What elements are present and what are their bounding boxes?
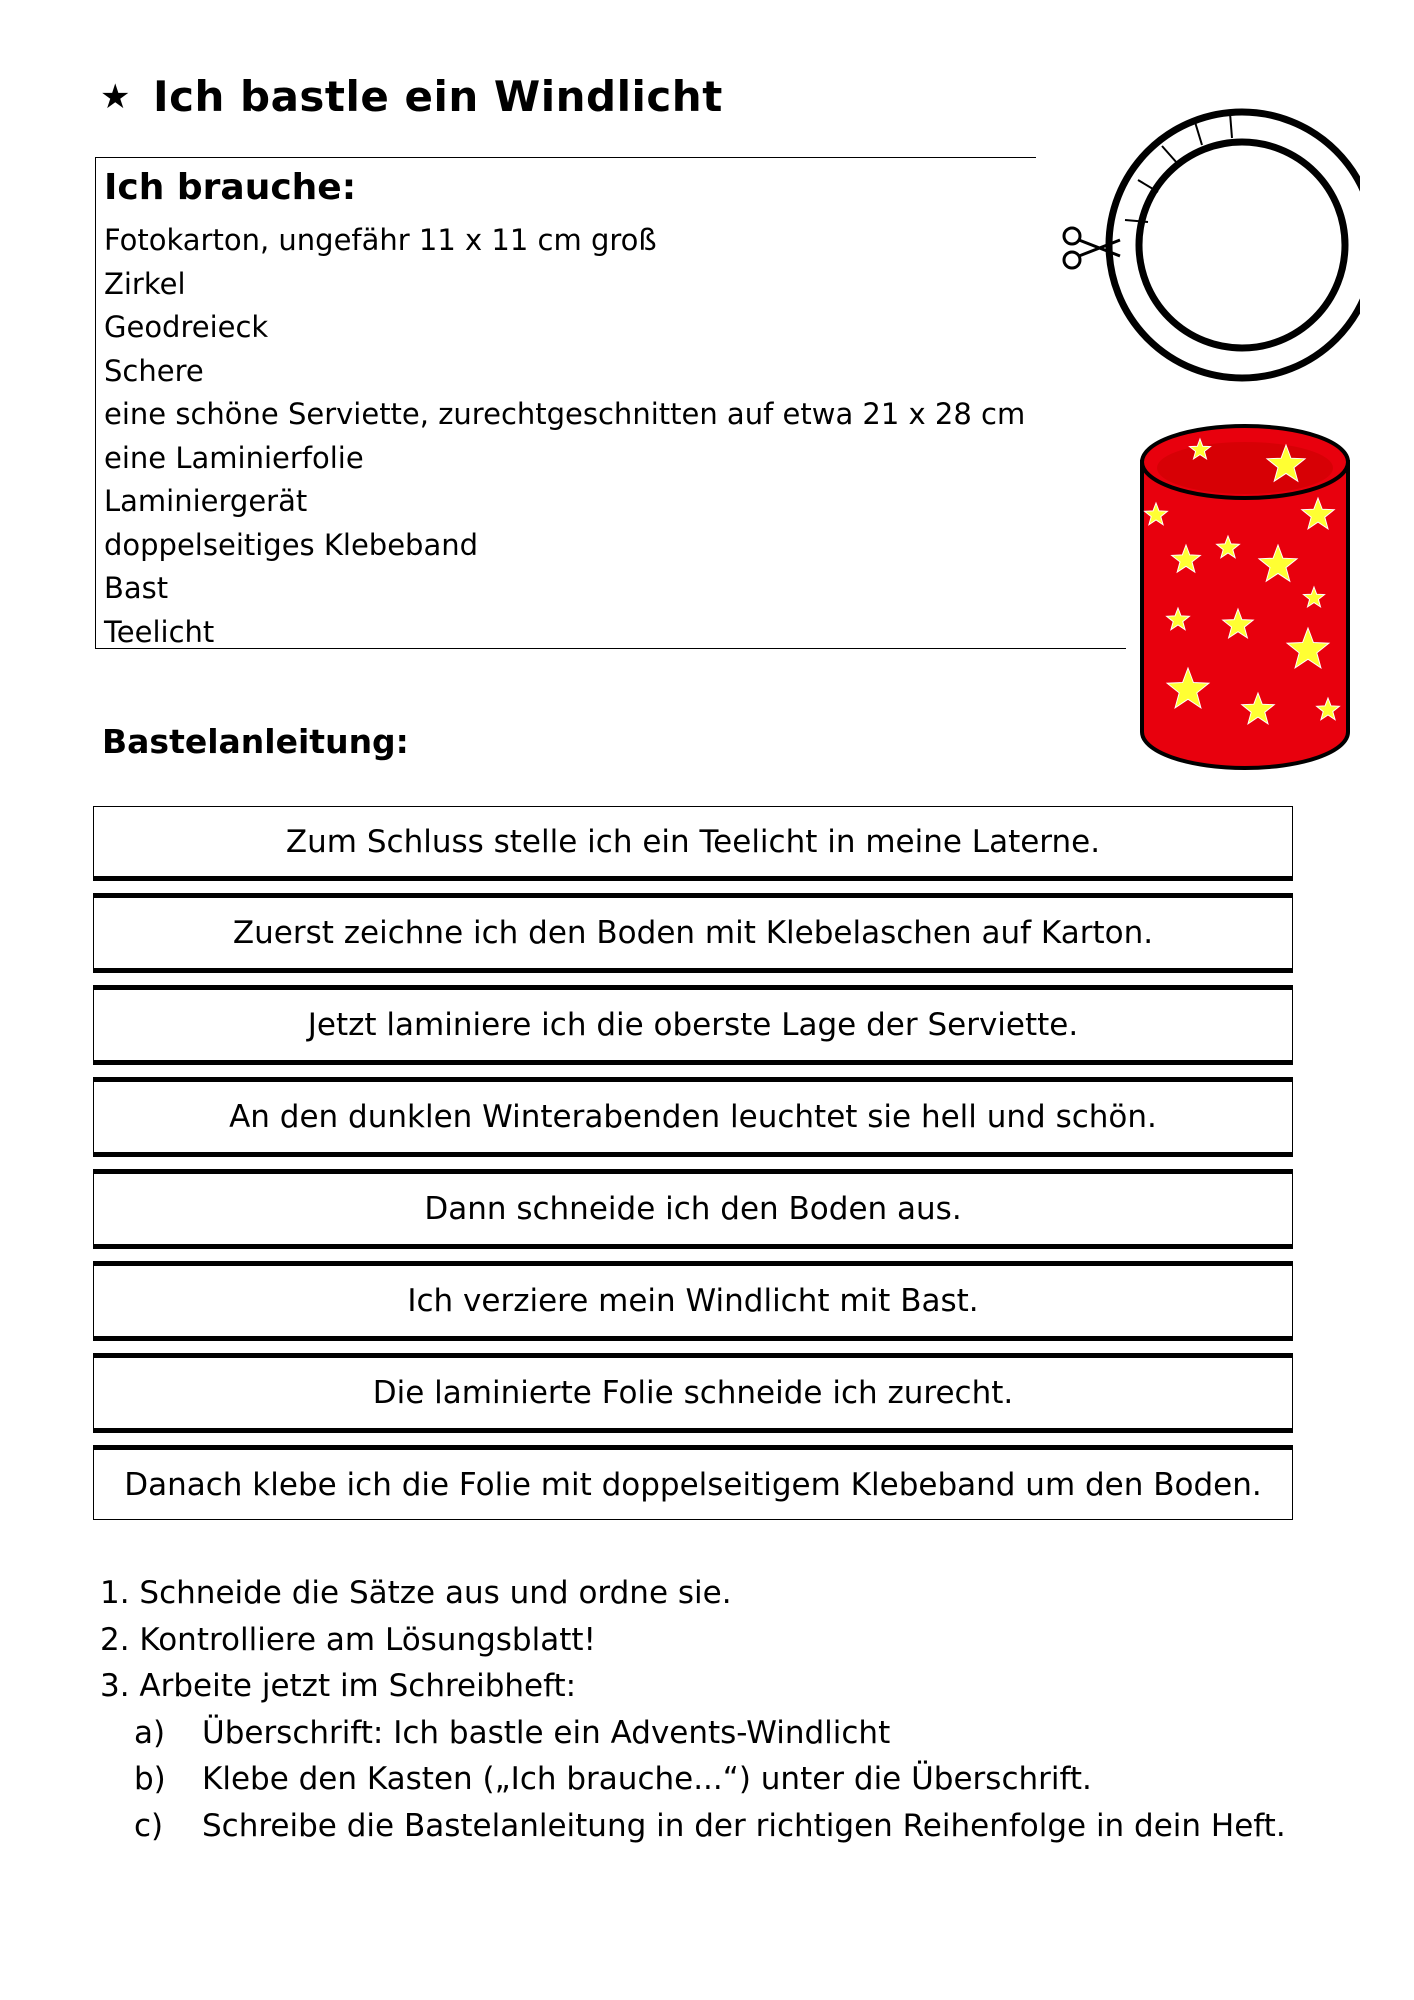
star-icon: ★ [100, 76, 131, 117]
materials-list [104, 219, 1025, 654]
instruction-strip: Zum Schluss stelle ich ein Teelicht in meine Laterne. [93, 806, 1293, 876]
instruction-strip: Jetzt laminiere ich die oberste Lage der Serviette. [93, 990, 1293, 1060]
task-item: 3. Arbeite jetzt im Schreibheft: [100, 1668, 577, 1704]
instruction-strips [93, 806, 1293, 1520]
cardboard-circle-illustration [1050, 100, 1360, 390]
material-item: Geodreieck [104, 310, 269, 344]
instruction-strip: Die laminierte Folie schneide ich zurecht. [93, 1358, 1293, 1428]
instruction-strip: Dann schneide ich den Boden aus. [93, 1174, 1293, 1244]
material-item: eine Laminierfolie [104, 440, 364, 475]
material-item: Laminiergerät [104, 484, 308, 518]
subtask-text: Klebe den Kasten („Ich brauche...“) unter die Überschrift. [202, 1761, 1092, 1797]
instruction-strip: Danach klebe ich die Folie mit doppelseitigem Klebeband um den Boden. [93, 1450, 1293, 1520]
circle-icon [1109, 112, 1360, 378]
subtask-label: b) [134, 1761, 166, 1797]
instruction-strip: Zuerst zeichne ich den Boden mit Klebelaschen auf Karton. [93, 898, 1293, 968]
instructions-heading: Bastelanleitung: [102, 722, 409, 761]
material-item: Schere [104, 353, 204, 388]
subtask-label: c) [134, 1807, 164, 1844]
cut-separator [93, 1336, 1293, 1358]
task-item: 1. Schneide die Sätze aus und ordne sie. [100, 1575, 732, 1611]
material-item: Bast [104, 571, 169, 605]
material-item: Zirkel [104, 266, 186, 301]
subtask-text: Schreibe die Bastelanleitung in der richtigen Reihenfolge in dein Heft. [202, 1807, 1286, 1844]
title-text: Ich bastle ein Windlicht [152, 72, 723, 121]
task-list [100, 1570, 1286, 1849]
cut-separator [93, 1244, 1293, 1266]
instruction-strip: Ich verziere mein Windlicht mit Bast. [93, 1266, 1293, 1336]
subtask-item [100, 1710, 1286, 1757]
subtask-item [100, 1756, 1286, 1803]
subtask-label: a) [134, 1714, 166, 1751]
materials-box [95, 157, 1126, 649]
instruction-strip: An den dunklen Winterabenden leuchtet sie hell und schön. [93, 1082, 1293, 1152]
material-item: doppelseitiges Klebeband [104, 527, 479, 562]
subtask-text: Überschrift: Ich bastle ein Advents-Windlicht [202, 1714, 891, 1751]
page-title [100, 72, 723, 121]
material-item: Teelicht [104, 614, 215, 649]
cut-separator [93, 876, 1293, 898]
task-item: 2. Kontrolliere am Lösungsblatt! [100, 1621, 596, 1658]
material-item: eine schöne Serviette, zurechtgeschnitten auf etwa 21 x 28 cm [104, 397, 1026, 431]
material-item: Fotokarton, ungefähr 11 x 11 cm groß [104, 223, 657, 257]
lantern-illustration [1138, 420, 1360, 775]
cut-separator [93, 968, 1293, 990]
cut-separator [93, 1152, 1293, 1174]
cut-separator [93, 1428, 1293, 1450]
cut-separator [93, 1060, 1293, 1082]
materials-heading: Ich brauche: [104, 167, 357, 208]
subtask-item [100, 1803, 1286, 1850]
